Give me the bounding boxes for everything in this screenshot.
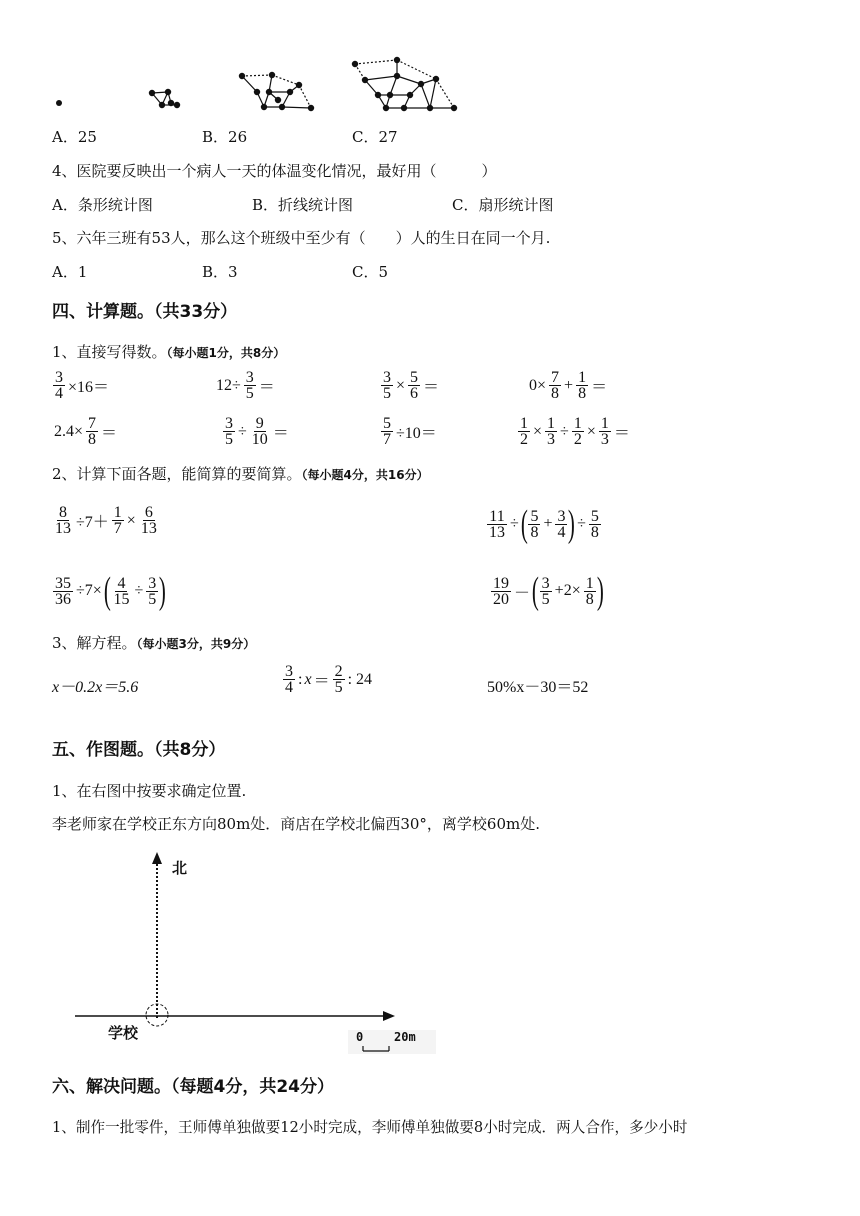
q3-option-a: A．25 [52, 128, 97, 146]
section4-p3-label: 3、解方程。 [52, 634, 137, 652]
q5-option-a: A．1 [52, 263, 88, 281]
section4-p2-label: 2、计算下面各题，能简算的要简算。 [52, 465, 302, 483]
section4-title: 四、计算题。（共33分） [52, 302, 238, 322]
calc-6: $\frac{3}{5}$ ÷ $\frac{9}{10}$ ＝ [225, 415, 289, 448]
dot-pattern-figures [40, 52, 470, 122]
q5-question: 5、六年三班有53人，那么这个班级中至少有（ ）人的生日在同一个月. [52, 229, 551, 247]
simplify-4: $\frac{19}{20}$ － ( $\frac{3}{5}$ +2× $\frac{1}{8}$ ) [493, 570, 604, 612]
q5-option-b: B．3 [202, 263, 238, 281]
calc-8: $\frac{1}{2}$ × $\frac{1}{3}$ ÷ $\frac{1}{2}$ × $\frac{1}{3}$ ＝ [520, 415, 630, 448]
section4-p1-note: （每小题1分，共8分） [166, 346, 286, 360]
q4-option-c: C．扇形统计图 [452, 196, 554, 214]
simplify-1: $\frac{8}{13}$ ÷7＋ $\frac{1}{7}$ × $\frac{6}{13}$ [55, 504, 157, 537]
calc-1: $\frac{3}{4}$ ×16＝ [55, 369, 110, 402]
q4-option-b: B．折线统计图 [252, 196, 354, 214]
school-label: 学校 [108, 1024, 139, 1042]
section4-p1 [52, 342, 285, 363]
section5-title: 五、作图题。（共8分） [52, 740, 226, 760]
section5-p1: 1、在右图中按要求确定位置. [52, 782, 247, 800]
section4-p3-note: （每小题3分，共9分） [136, 637, 256, 651]
calc-2: 12÷ $\frac{3}{5}$ ＝ [216, 369, 275, 402]
calc-3: $\frac{3}{5}$ × $\frac{5}{6}$ ＝ [383, 369, 440, 402]
simplify-3: $\frac{35}{36}$ ÷7× ( $\frac{4}{15}$ ÷ $\frac{3}{5}$ ) [55, 570, 167, 612]
q5-option-c: C．5 [352, 263, 389, 281]
scale-20m: 20m [394, 1030, 416, 1044]
equation-3: 50%x－30＝52 [487, 679, 589, 696]
section5-p2: 李老师家在学校正东方向80m处．商店在学校北偏西30°，离学校60m处. [52, 815, 540, 833]
q4-question: 4、医院要反映出一个病人一天的体温变化情况，最好用（ ） [52, 162, 497, 180]
section4-p1-label: 1、直接写得数。 [52, 343, 167, 361]
q3-option-c: C．27 [352, 128, 398, 146]
calc-5: 2.4× $\frac{7}{8}$ ＝ [54, 415, 118, 448]
section4-p3 [52, 633, 255, 654]
q4-option-a: A．条形统计图 [52, 196, 153, 214]
section4-p2-note: （每小题4分，共16分） [301, 468, 429, 482]
equation-2: $\frac{3}{4}$ : x ＝ $\frac{2}{5}$ : 24 [285, 663, 373, 696]
section6-title: 六、解决问题。（每题4分，共24分） [52, 1077, 334, 1097]
calc-4: 0× $\frac{7}{8}$ + $\frac{1}{8}$ ＝ [529, 369, 608, 402]
north-label: 北 [172, 859, 188, 877]
simplify-2: $\frac{11}{13}$ ÷ ( $\frac{5}{8}$ + $\frac{3}{4}$ ) ÷ $\frac{5}{8}$ [489, 503, 599, 545]
scale-zero: 0 [356, 1030, 364, 1044]
calc-7: $\frac{5}{7}$ ÷10＝ [383, 415, 437, 448]
section4-p2 [52, 464, 429, 485]
q3-option-b: B．26 [202, 128, 248, 146]
equation-1: x－0.2x＝5.6 [52, 679, 139, 696]
section6-p1: 1、制作一批零件，王师傅单独做要12小时完成，李师傅单独做要8小时完成．两人合作，多少小时 [52, 1119, 688, 1136]
